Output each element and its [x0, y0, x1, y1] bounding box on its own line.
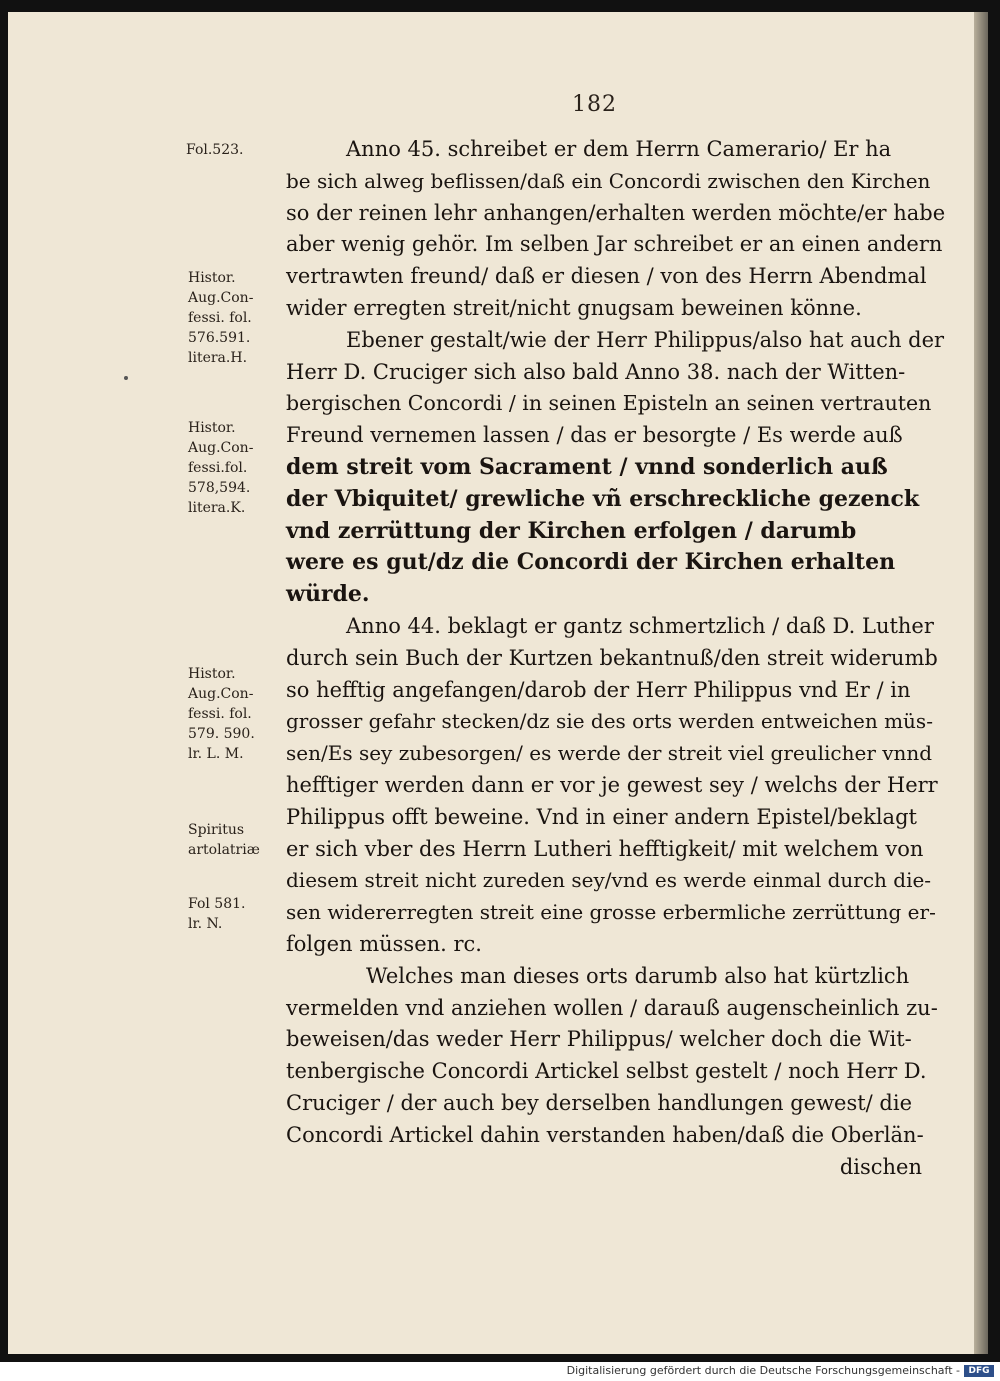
- margin-note-line: lr. N.: [188, 916, 223, 932]
- margin-note-6: [188, 894, 293, 934]
- text-line: der Vbiquitet/ grewliche vñ erschreckliche gezenck: [286, 485, 920, 512]
- margin-note-line: litera.H.: [188, 350, 248, 366]
- text-line: Concordi Artickel dahin verstanden haben/daß die Oberlän-: [286, 1122, 924, 1147]
- margin-note-line: Aug.Con-: [188, 686, 254, 702]
- text-line: vertrawten freund/ daß er diesen / von des Herrn Abendmal: [286, 264, 927, 289]
- margin-note-line: Aug.Con-: [188, 290, 254, 306]
- text-line: er sich vber des Herrn Lutheri hefftigkeit/ mit welchem von: [286, 836, 924, 861]
- text-line: sen/Es sey zubesorgen/ es werde der streit viel greulicher vnnd: [286, 741, 933, 766]
- page-number: 182: [572, 92, 617, 117]
- catchword: dischen: [839, 1154, 922, 1179]
- text-line: Anno 44. beklagt er gantz schmertzlich / daß D. Luther: [346, 613, 934, 638]
- text-line: dem streit vom Sacrament / vnnd sonderlich auß: [286, 453, 888, 480]
- margin-note-line: Histor.: [188, 420, 236, 436]
- margin-note-line: Histor.: [188, 270, 236, 286]
- text-line: so hefftig angefangen/darob der Herr Philippus vnd Er / in: [286, 677, 911, 702]
- margin-note-line: fessi. fol.: [188, 706, 252, 722]
- text-line: so der reinen lehr anhangen/erhalten werden möchte/er habe: [286, 200, 946, 225]
- text-line: vnd zerrüttung der Kirchen erfolgen / darumb: [286, 517, 857, 544]
- dfg-logo: DFG: [964, 1365, 994, 1377]
- text-line: wider erregten streit/nicht gnugsam beweinen könne.: [286, 295, 862, 320]
- main-text: [286, 134, 946, 1183]
- ink-speck: [124, 376, 128, 380]
- text-line: diesem streit nicht zureden sey/vnd es werde einmal durch die-: [286, 868, 932, 893]
- text-line: Welches man dieses orts darumb also hat kürtzlich: [366, 963, 910, 988]
- text-line: vermelden vnd anziehen wollen / darauß augenscheinlich zu-: [286, 995, 938, 1020]
- margin-note-line: 579. 590.: [188, 726, 255, 742]
- margin-note-4: [188, 664, 293, 764]
- margin-note-line: 578,594.: [188, 480, 251, 496]
- margin-note-3: [188, 418, 293, 518]
- text-line: Herr D. Cruciger sich also bald Anno 38. nach der Witten-: [286, 359, 906, 384]
- text-line: aber wenig gehör. Im selben Jar schreibet er an einen andern: [286, 232, 943, 257]
- page-edge: [974, 12, 988, 1354]
- margin-note-line: Histor.: [188, 666, 236, 682]
- text-line: beweisen/das weder Herr Philippus/ welcher doch die Wit-: [286, 1027, 912, 1052]
- text-line: tenbergische Concordi Artickel selbst gestelt / noch Herr D.: [286, 1059, 927, 1084]
- text-line: be sich alweg beflissen/daß ein Concordi zwischen den Kirchen: [286, 168, 931, 193]
- text-line: were es gut/dz die Concordi der Kirchen erhalten: [286, 549, 896, 576]
- margin-note-line: lr. L. M.: [188, 746, 244, 762]
- margin-note-line: artolatriæ: [188, 842, 260, 858]
- text-line: würde.: [286, 581, 370, 608]
- margin-note-line: litera.K.: [188, 500, 246, 516]
- text-line: grosser gefahr stecken/dz sie des orts werden entweichen müs-: [286, 709, 933, 734]
- text-line: Ebener gestalt/wie der Herr Philippus/also hat auch der: [346, 327, 945, 352]
- text-line: Freund vernemen lassen / das er besorgte / Es werde auß: [286, 423, 903, 448]
- text-line: Anno 45. schreibet er dem Herrn Camerario/ Er ha: [346, 137, 892, 161]
- margin-note-1: [186, 140, 291, 160]
- margin-note-line: fessi.fol.: [188, 460, 248, 476]
- footer-credit: Digitalisierung gefördert durch die Deutsche Forschungsgemeinschaft -: [566, 1364, 960, 1377]
- margin-note-line: 576.591.: [188, 330, 251, 346]
- text-line: Philippus offt beweine. Vnd in einer andern Epistel/beklagt: [286, 804, 917, 829]
- text-line: folgen müssen. rc.: [286, 931, 482, 956]
- margin-note-line: Fol 581.: [188, 896, 246, 912]
- text-line: durch sein Buch der Kurtzen bekantnuß/den streit widerumb: [286, 645, 938, 670]
- margin-note-5: [188, 820, 293, 860]
- margin-note-line: fessi. fol.: [188, 310, 252, 326]
- footer-bar: [0, 1362, 1000, 1381]
- margin-note-line: Fol.523.: [186, 142, 244, 158]
- margin-note-line: Spiritus: [188, 822, 245, 838]
- margin-note-line: Aug.Con-: [188, 440, 254, 456]
- text-line: bergischen Concordi / in seinen Episteln an seinen vertrauten: [286, 391, 932, 416]
- text-line: Cruciger / der auch bey derselben handlungen gewest/ die: [286, 1090, 913, 1115]
- text-line: sen widererregten streit eine grosse erbermliche zerrüttung er-: [286, 900, 936, 925]
- margin-note-2: [188, 268, 293, 368]
- text-line: hefftiger werden dann er vor je gewest sey / welchs der Herr: [286, 772, 938, 797]
